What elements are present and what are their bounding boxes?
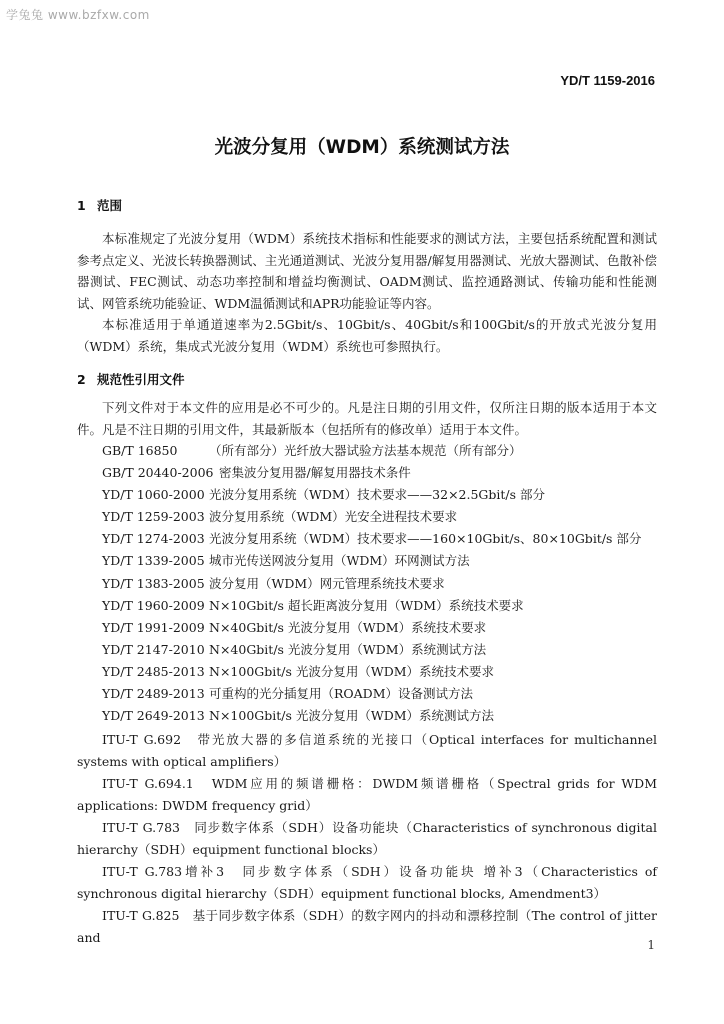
reference-item <box>77 595 657 617</box>
section-1-heading <box>77 196 122 214</box>
site-watermark: 学兔兔 www.bzfxw.com <box>6 8 150 22</box>
reference-title: N×100Gbit/s 光波分复用（WDM）系统测试方法 <box>209 708 495 724</box>
reference-title: 密集波分复用器/解复用器技术条件 <box>219 465 411 481</box>
reference-item <box>77 661 657 683</box>
scope-paragraph-1: 本标准规定了光波分复用（WDM）系统技术指标和性能要求的测试方法，主要包括系统配置和测试参考点定义、光波长转换器测试、主光通道测试、光波分复用器/解复用器测试、光放大器测试、色散补偿器测试、FEC测试、动态功率控制和增益均衡测试、OADM测试、监控通路测试、传输功能和性能测试、网管系统功能验证、WDM温循测试和APR功能验证等内容。 <box>77 231 657 312</box>
reference-title: 波分复用系统（WDM）光安全进程技术要求 <box>209 509 458 525</box>
scope-paragraph-2: 本标准适用于单通道速率为2.5Gbit/s、10Gbit/s、40Gbit/s和100Gbit/s的开放式光波分复用（WDM）系统，集成式光波分复用（WDM）系统也可参照执行。 <box>77 317 657 354</box>
reference-code: YD/T 1274-2003 <box>102 531 205 547</box>
reference-title: N×10Gbit/s 超长距离波分复用（WDM）系统技术要求 <box>209 597 524 613</box>
reference-title: 可重构的光分插复用（ROADM）设备测试方法 <box>209 686 474 702</box>
section-number: 1 <box>77 198 86 213</box>
itu-reference-2: ITU-T G.694.1 WDM应用的频谱栅格：DWDM频谱栅格（Spectral grids for WDM applications: DWDM frequency grid） <box>77 776 657 813</box>
itu-reference-3: ITU-T G.783 同步数字体系（SDH）设备功能块（Characteristics of synchronous digital hierarchy（SDH）equipment functional blocks） <box>77 820 657 857</box>
reference-code: YD/T 2147-2010 <box>102 641 205 657</box>
reference-code: YD/T 1960-2009 <box>102 597 205 613</box>
reference-code: YD/T 2649-2013 <box>102 708 205 724</box>
reference-title: N×40Gbit/s 光波分复用（WDM）系统技术要求 <box>209 619 487 635</box>
reference-code: GB/T 16850 <box>102 443 178 458</box>
section-title: 规范性引用文件 <box>97 372 185 387</box>
reference-item <box>77 506 657 528</box>
page-number: 1 <box>647 938 655 952</box>
normative-intro-paragraph: 下列文件对于本文件的应用是必不可少的。凡是注日期的引用文件，仅所注日期的版本适用于本文件。凡是不注日期的引用文件，其最新版本（包括所有的修改单）适用于本文件。 <box>77 400 657 437</box>
reference-title: （所有部分）光纤放大器试验方法基本规范（所有部分） <box>209 443 522 458</box>
reference-item <box>77 528 657 550</box>
reference-title: N×40Gbit/s 光波分复用（WDM）系统测试方法 <box>209 641 487 657</box>
document-title: 光波分复用（WDM）系统测试方法 <box>214 137 510 158</box>
reference-code: YD/T 1339-2005 <box>102 553 205 569</box>
reference-item <box>77 573 657 595</box>
section-number: 2 <box>77 372 86 387</box>
itu-reference-1: ITU-T G.692 带光放大器的多信道系统的光接口（Optical interfaces for multichannel systems with optical amplifiers） <box>77 732 657 769</box>
reference-code: GB/T 20440-2006 <box>102 465 214 481</box>
reference-list <box>77 440 657 727</box>
reference-item <box>77 617 657 639</box>
reference-item <box>77 683 657 705</box>
reference-item <box>77 440 657 462</box>
section-2-heading <box>77 370 185 388</box>
reference-title: N×100Gbit/s 光波分复用（WDM）系统技术要求 <box>209 663 495 679</box>
section-title: 范围 <box>97 198 123 213</box>
reference-code: YD/T 1991-2009 <box>102 619 205 635</box>
reference-item <box>77 462 657 484</box>
reference-code: YD/T 2489-2013 <box>102 686 205 702</box>
reference-code: YD/T 2485-2013 <box>102 663 205 679</box>
reference-item <box>77 639 657 661</box>
itu-reference-4: ITU-T G.783增补3 同步数字体系（SDH）设备功能块 增补3（Characteristics of synchronous digital hierarchy（SDH）equipment functional blocks, Amendment3） <box>77 864 657 901</box>
itu-reference-5: ITU-T G.825 基于同步数字体系（SDH）的数字网内的抖动和漂移控制（The control of jitter and <box>77 908 657 945</box>
reference-title: 波分复用（WDM）网元管理系统技术要求 <box>209 575 445 591</box>
reference-code: YD/T 1060-2000 <box>102 487 205 503</box>
reference-title: 光波分复用系统（WDM）技术要求——160×10Gbit/s、80×10Gbit/s 部分 <box>209 531 642 547</box>
reference-title: 城市光传送网波分复用（WDM）环网测试方法 <box>209 553 470 569</box>
reference-title: 光波分复用系统（WDM）技术要求——32×2.5Gbit/s 部分 <box>209 487 546 503</box>
reference-code: YD/T 1383-2005 <box>102 575 205 591</box>
reference-item <box>77 705 657 727</box>
reference-item <box>77 484 657 506</box>
standard-number: YD/T 1159-2016 <box>560 73 655 88</box>
reference-code: YD/T 1259-2003 <box>102 509 205 525</box>
reference-item <box>77 550 657 572</box>
